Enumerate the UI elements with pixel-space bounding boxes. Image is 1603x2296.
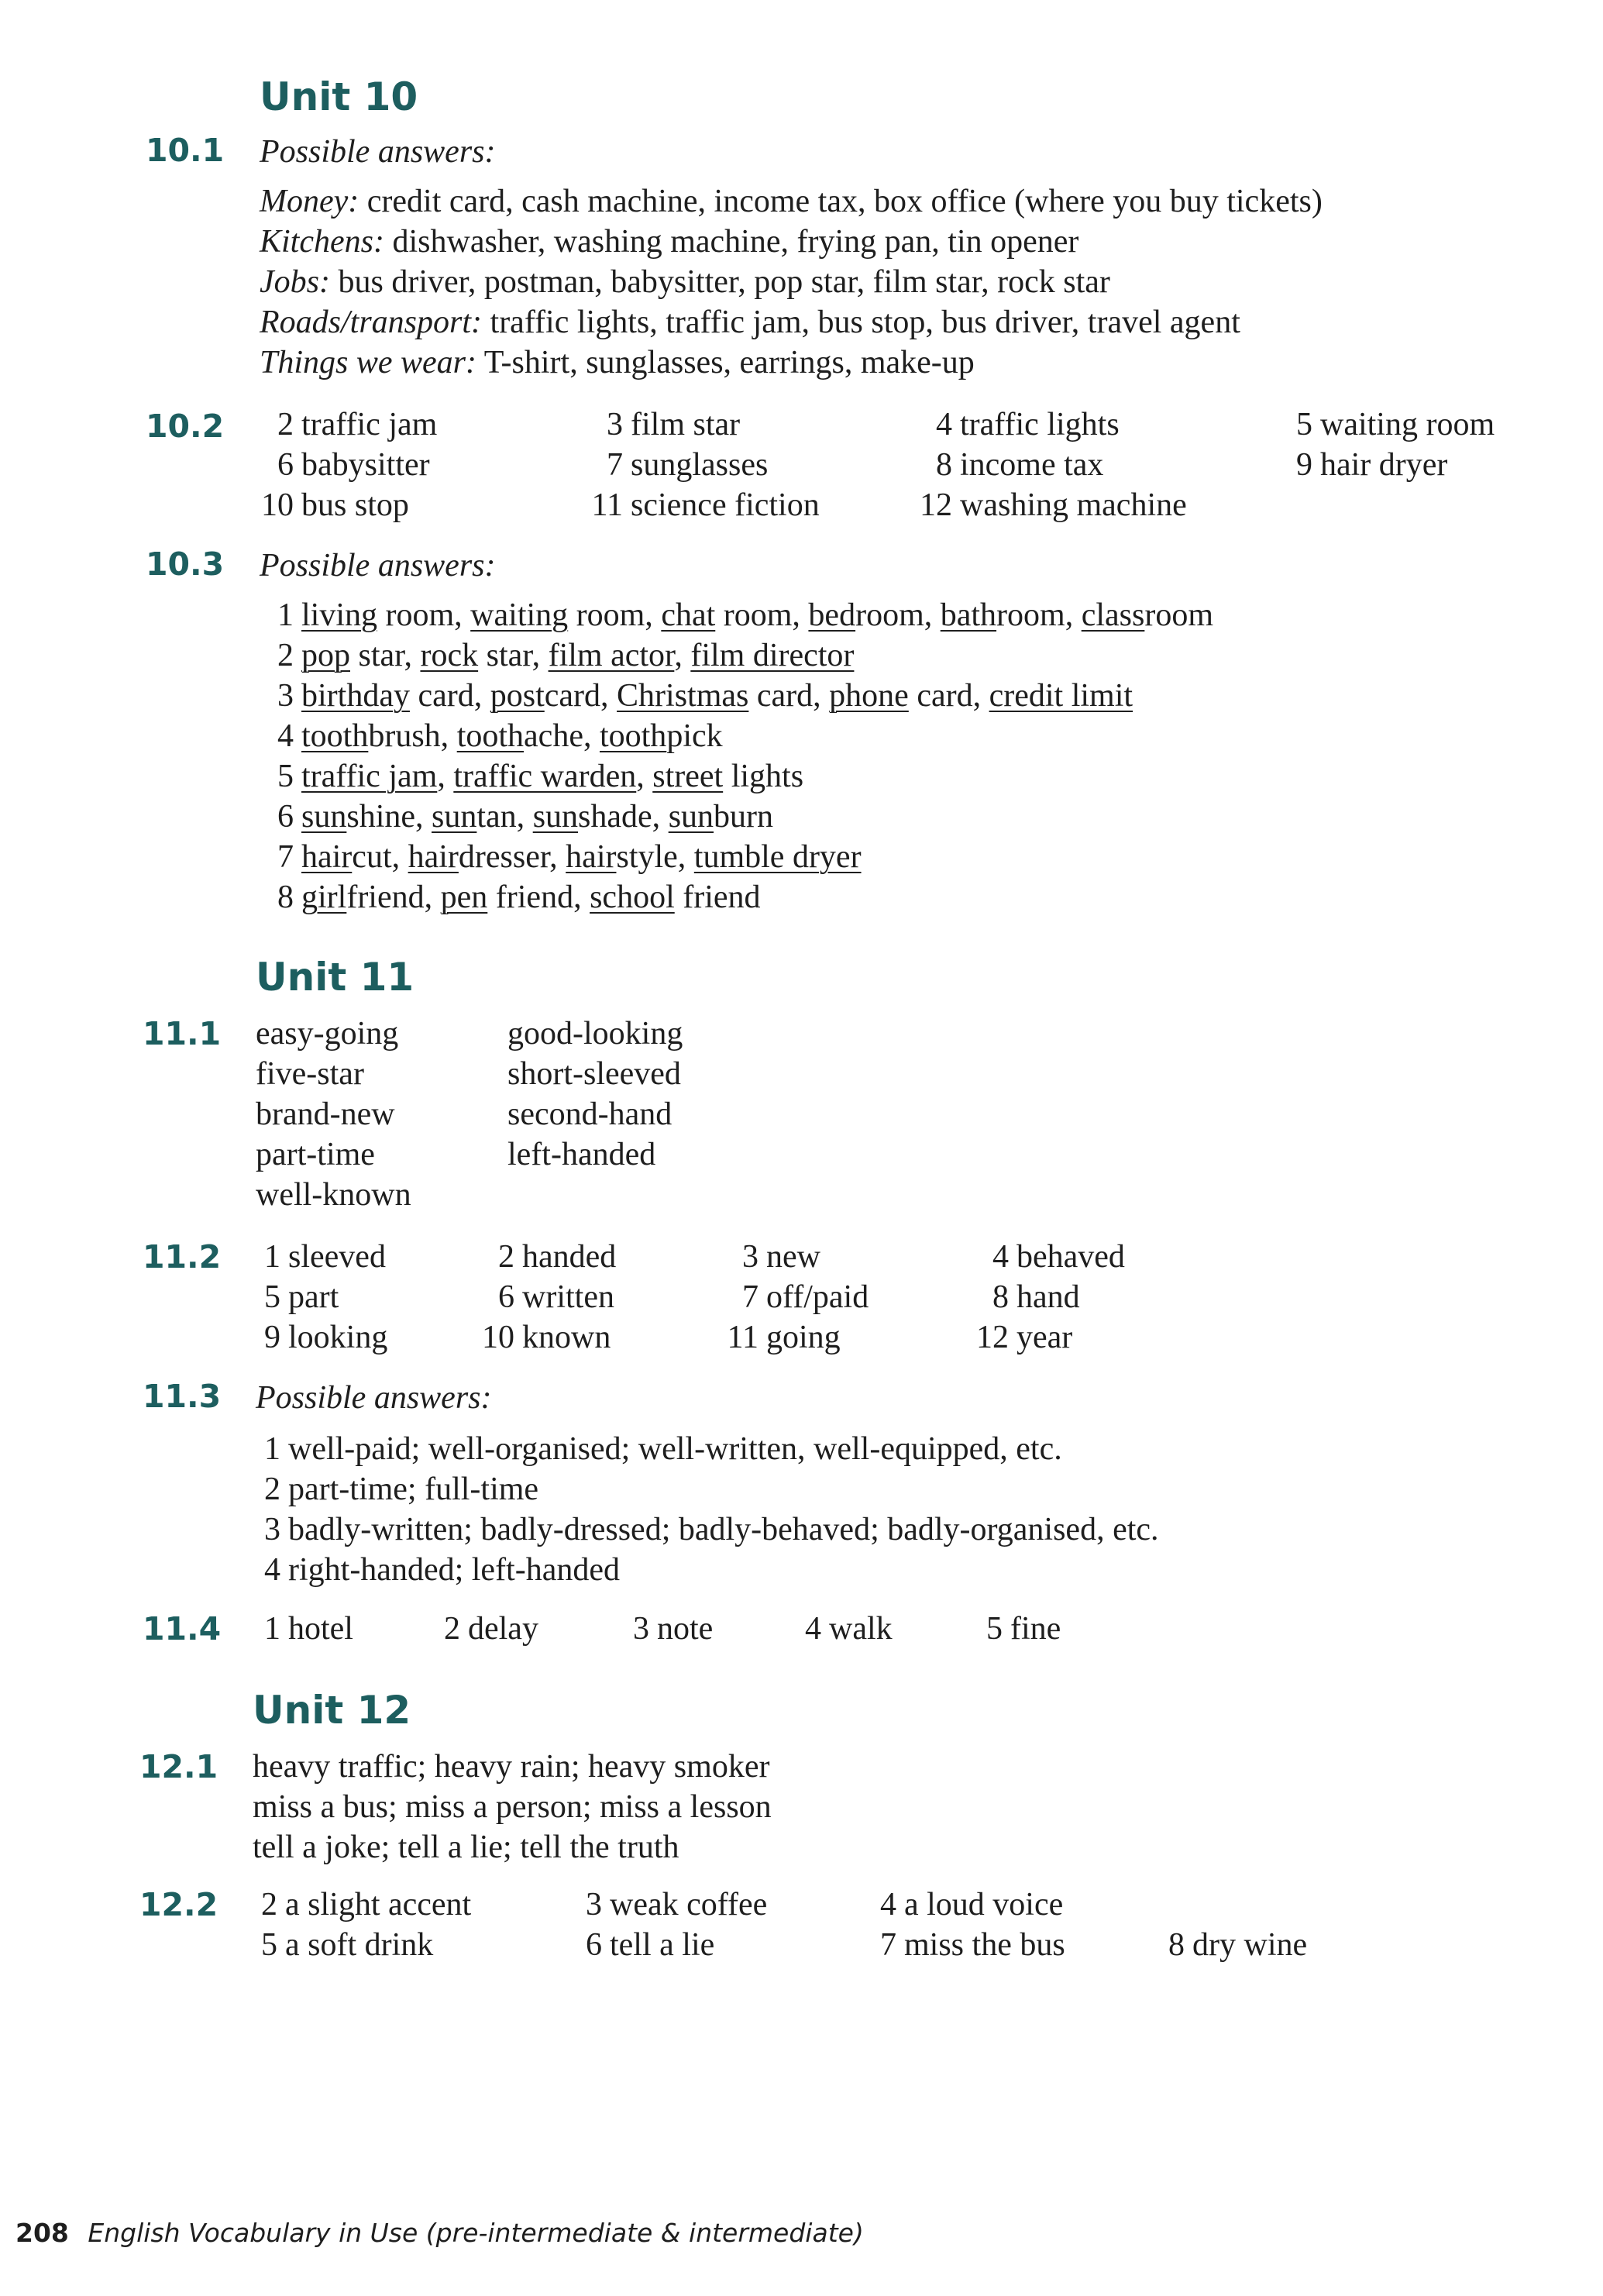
exercise-number-11-4: 11.4 xyxy=(143,1610,222,1647)
possible-answers-heading: Possible answers: xyxy=(256,1380,492,1416)
item-number: 4 xyxy=(277,718,294,754)
answer-item: 9 hair dryer xyxy=(1296,447,1448,483)
answer-line xyxy=(260,181,1323,222)
answer-block-11-3 xyxy=(246,1429,1159,1590)
answer-item: 7 miss the bus xyxy=(880,1927,1065,1963)
answer-line xyxy=(260,635,1213,676)
category-label: Jobs: xyxy=(260,264,330,300)
underlined-word: pop xyxy=(301,638,350,673)
answer-item: 4 behaved xyxy=(992,1239,1125,1275)
category-label: Kitchens: xyxy=(260,224,384,260)
underlined-word: tooth xyxy=(301,718,369,754)
answer-text: traffic lights, traffic jam, bus stop, bus driver, travel agent xyxy=(482,305,1240,340)
answer-line: heavy traffic; heavy rain; heavy smoker xyxy=(253,1749,770,1785)
page-number: 208 xyxy=(15,2218,69,2248)
answer-line xyxy=(260,797,1213,837)
exercise-number-12-1: 12.1 xyxy=(139,1748,218,1785)
answer-item: 8 income tax xyxy=(936,447,1104,483)
underlined-word: birthday xyxy=(301,678,410,714)
list-item: brand-new xyxy=(256,1096,395,1132)
answer-item: 3 new xyxy=(742,1239,820,1275)
word-fragment: card, xyxy=(544,678,617,714)
underlined-word: hair xyxy=(566,839,617,875)
word-fragment: card, xyxy=(409,678,490,714)
exercise-number-11-1: 11.1 xyxy=(143,1015,222,1052)
underlined-word: rock xyxy=(420,638,479,673)
book-title: English Vocabulary in Use (pre-intermediate & intermediate) xyxy=(88,2218,864,2248)
underlined-word: credit limit xyxy=(989,678,1133,714)
category-label: Things we wear: xyxy=(260,345,477,380)
underlined-word: chat xyxy=(661,597,716,633)
word-fragment: card, xyxy=(748,678,830,714)
answer-item: 5 part xyxy=(264,1279,339,1315)
word-fragment: dresser, xyxy=(458,839,566,875)
underlined-word: film actor xyxy=(548,638,675,673)
underlined-word: pen xyxy=(440,880,488,915)
answer-item: 4 traffic lights xyxy=(936,407,1120,442)
answer-item: 9 looking xyxy=(264,1320,388,1355)
answer-item: 5 a soft drink xyxy=(261,1927,434,1963)
answer-line: 4 right-handed; left-handed xyxy=(264,1552,620,1588)
underlined-word: Christmas xyxy=(617,678,749,714)
item-number: 1 xyxy=(277,597,294,633)
item-number: 5 xyxy=(277,759,294,794)
word-fragment: burn xyxy=(714,799,774,835)
answer-item: 1 sleeved xyxy=(264,1239,386,1275)
answer-line xyxy=(260,837,1213,877)
answer-line xyxy=(260,756,1213,797)
answer-item: 3 film star xyxy=(607,407,741,442)
answer-line xyxy=(260,877,1213,917)
answer-item: 6 babysitter xyxy=(277,447,430,483)
unit-12-heading: Unit 12 xyxy=(253,1688,411,1733)
answer-line xyxy=(260,222,1323,262)
underlined-word: phone xyxy=(829,678,909,714)
exercise-number-10-3: 10.3 xyxy=(146,546,225,583)
word-fragment: shine, xyxy=(346,799,432,835)
word-fragment: , xyxy=(636,759,653,794)
answer-line: 3 badly-written; badly-dressed; badly-behaved; badly-organised, etc. xyxy=(264,1512,1159,1547)
list-item: short-sleeved xyxy=(507,1056,681,1092)
word-fragment: cut, xyxy=(352,839,408,875)
answer-line xyxy=(260,595,1213,635)
answer-block-10-1 xyxy=(260,181,1323,383)
answer-text: credit card, cash machine, income tax, box office (where you buy tickets) xyxy=(359,184,1323,219)
word-fragment: pick xyxy=(666,718,723,754)
exercise-number-12-2: 12.2 xyxy=(139,1886,218,1923)
answer-item: 6 written xyxy=(498,1279,614,1315)
underlined-word: waiting xyxy=(470,597,569,633)
answer-item: 3 weak coffee xyxy=(586,1887,768,1923)
answer-item: 3 note xyxy=(633,1611,714,1647)
answer-line xyxy=(260,262,1323,302)
exercise-number-10-1: 10.1 xyxy=(146,132,225,169)
word-fragment: room, xyxy=(568,597,662,633)
list-item: part-time xyxy=(256,1137,375,1172)
word-fragment: room, xyxy=(377,597,471,633)
answer-item: 2 traffic jam xyxy=(277,407,438,442)
underlined-word: bed xyxy=(808,597,856,633)
underlined-word: hair xyxy=(408,839,459,875)
word-fragment: , xyxy=(674,638,691,673)
exercise-number-10-2: 10.2 xyxy=(146,408,225,445)
answer-item: 2 delay xyxy=(444,1611,538,1647)
unit-10-heading: Unit 10 xyxy=(260,74,418,119)
list-item: easy-going xyxy=(256,1016,399,1052)
underlined-word: girl xyxy=(301,880,347,915)
compound-column-1 xyxy=(256,1014,411,1215)
word-fragment: star, xyxy=(478,638,549,673)
answer-block-12-1 xyxy=(253,1747,772,1867)
answer-line: tell a joke; tell a lie; tell the truth xyxy=(253,1830,679,1865)
item-number: 3 xyxy=(277,678,294,714)
underlined-word: hair xyxy=(301,839,353,875)
underlined-word: traffic warden xyxy=(453,759,637,794)
answer-item: 7 sunglasses xyxy=(607,447,769,483)
answer-item: 4 walk xyxy=(805,1611,893,1647)
list-item: second-hand xyxy=(507,1096,673,1132)
answer-item: 8 dry wine xyxy=(1168,1927,1308,1963)
category-label: Roads/transport: xyxy=(260,305,483,340)
possible-answers-heading: Possible answers: xyxy=(260,548,496,583)
underlined-word: film director xyxy=(690,638,855,673)
underlined-word: sun xyxy=(532,799,579,835)
word-fragment: room, xyxy=(715,597,809,633)
answer-line: miss a bus; miss a person; miss a lesson xyxy=(253,1789,772,1825)
underlined-word: living xyxy=(301,597,378,633)
list-item: five-star xyxy=(256,1056,364,1092)
word-fragment: ache, xyxy=(524,718,600,754)
underlined-word: post xyxy=(490,678,545,714)
word-fragment: friend, xyxy=(346,880,441,915)
word-fragment: style, xyxy=(616,839,694,875)
underlined-word: traffic jam xyxy=(301,759,438,794)
answer-item: 5 fine xyxy=(986,1611,1061,1647)
answer-item: 10 known xyxy=(482,1320,611,1355)
word-fragment: room, xyxy=(996,597,1082,633)
list-item: left-handed xyxy=(507,1137,656,1172)
answer-item: 8 hand xyxy=(992,1279,1080,1315)
word-fragment: friend, xyxy=(487,880,590,915)
list-item: well-known xyxy=(256,1177,411,1213)
word-fragment: tan, xyxy=(476,799,533,835)
word-fragment: lights xyxy=(723,759,804,794)
answer-text: dishwasher, washing machine, frying pan, tin opener xyxy=(384,224,1079,260)
answer-item: 12 washing machine xyxy=(920,487,1187,523)
exercise-number-11-2: 11.2 xyxy=(143,1238,222,1275)
possible-answers-heading: Possible answers: xyxy=(260,134,496,170)
answer-item: 12 year xyxy=(976,1320,1073,1355)
answer-item: 6 tell a lie xyxy=(586,1927,715,1963)
answer-item: 11 science fiction xyxy=(591,487,820,523)
underlined-word: sun xyxy=(432,799,477,835)
item-number: 6 xyxy=(277,799,294,835)
answer-item: 11 going xyxy=(727,1320,841,1355)
answer-block-10-3 xyxy=(260,595,1213,917)
word-fragment: shade, xyxy=(578,799,669,835)
item-number: 8 xyxy=(277,880,294,915)
underlined-word: tooth xyxy=(599,718,667,754)
answer-text: T-shirt, sunglasses, earrings, make-up xyxy=(476,345,975,380)
answer-item: 1 hotel xyxy=(264,1611,353,1647)
word-fragment: room xyxy=(1144,597,1214,633)
answer-line: 1 well-paid; well-organised; well-written, well-equipped, etc. xyxy=(264,1431,1062,1467)
underlined-word: bath xyxy=(940,597,997,633)
word-fragment: friend xyxy=(674,880,761,915)
answer-line xyxy=(260,302,1323,343)
word-fragment: card, xyxy=(908,678,989,714)
underlined-word: street xyxy=(652,759,724,794)
answer-item: 10 bus stop xyxy=(261,487,409,523)
answer-item: 4 a loud voice xyxy=(880,1887,1064,1923)
list-item: good-looking xyxy=(507,1016,683,1052)
exercise-number-11-3: 11.3 xyxy=(143,1378,222,1415)
underlined-word: tumble dryer xyxy=(693,839,862,875)
answer-item: 2 a slight accent xyxy=(261,1887,472,1923)
answer-line: 2 part-time; full-time xyxy=(264,1472,539,1507)
answer-item: 7 off/paid xyxy=(742,1279,869,1315)
item-number: 7 xyxy=(277,839,294,875)
word-fragment: , xyxy=(437,759,454,794)
answer-line xyxy=(260,676,1213,716)
category-label: Money: xyxy=(260,184,359,219)
item-number: 2 xyxy=(277,638,294,673)
answer-item: 5 waiting room xyxy=(1296,407,1495,442)
unit-11-heading: Unit 11 xyxy=(256,955,415,1000)
underlined-word: class xyxy=(1081,597,1145,633)
word-fragment: brush, xyxy=(368,718,457,754)
underlined-word: tooth xyxy=(456,718,525,754)
word-fragment: room, xyxy=(855,597,941,633)
answer-line xyxy=(260,343,1323,383)
word-fragment: star, xyxy=(350,638,421,673)
underlined-word: sun xyxy=(668,799,714,835)
answer-text: bus driver, postman, babysitter, pop star, film star, rock star xyxy=(329,264,1110,300)
answer-line xyxy=(260,716,1213,756)
underlined-word: school xyxy=(590,880,675,915)
page-footer xyxy=(15,2218,864,2248)
underlined-word: sun xyxy=(301,799,347,835)
answer-item: 2 handed xyxy=(498,1239,617,1275)
compound-column-2 xyxy=(507,1014,683,1175)
